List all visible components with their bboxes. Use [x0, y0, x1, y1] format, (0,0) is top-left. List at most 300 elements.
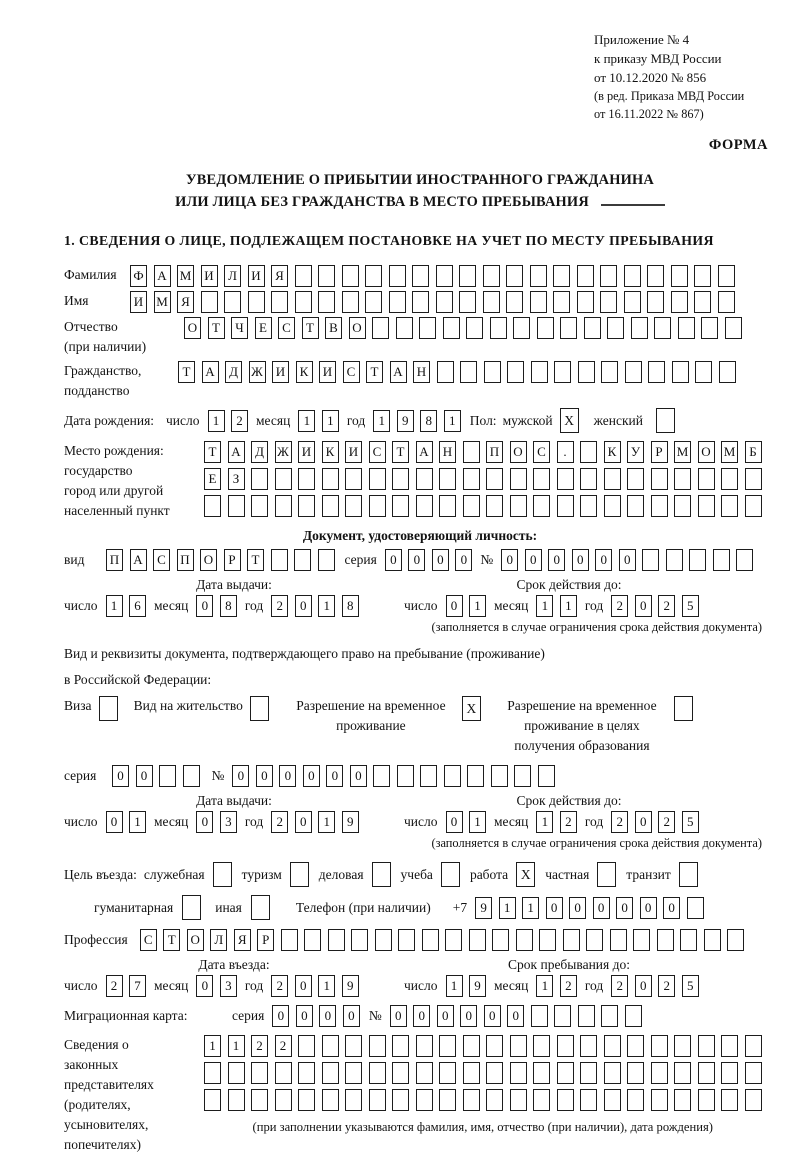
char-cell[interactable] [345, 1062, 362, 1084]
char-cell[interactable]: Т [208, 317, 225, 339]
char-cell[interactable]: Л [210, 929, 227, 951]
char-cell[interactable]: 2 [251, 1035, 268, 1057]
char-cell[interactable] [506, 265, 523, 287]
char-cell[interactable]: Т [247, 549, 264, 571]
char-cell[interactable]: 1 [469, 811, 486, 833]
char-cell[interactable] [580, 1035, 597, 1057]
char-cell[interactable] [516, 929, 533, 951]
char-cell[interactable] [725, 317, 742, 339]
char-cell[interactable]: В [325, 317, 342, 339]
char-cell[interactable] [491, 765, 508, 787]
char-cell[interactable] [228, 1089, 245, 1111]
char-cell[interactable]: 1 [536, 975, 553, 997]
char-cell[interactable] [533, 1089, 550, 1111]
residence-permit-checkbox[interactable] [250, 696, 269, 721]
char-cell[interactable]: И [298, 441, 315, 463]
char-cell[interactable] [647, 265, 664, 287]
char-cell[interactable]: 0 [136, 765, 153, 787]
char-cell[interactable] [469, 929, 486, 951]
char-cell[interactable]: А [202, 361, 219, 383]
char-cell[interactable] [607, 317, 624, 339]
char-cell[interactable] [698, 1035, 715, 1057]
char-cell[interactable] [486, 468, 503, 490]
char-cell[interactable] [486, 1089, 503, 1111]
char-cell[interactable] [342, 291, 359, 313]
char-cell[interactable] [648, 361, 665, 383]
char-cell[interactable] [698, 1089, 715, 1111]
char-cell[interactable] [537, 317, 554, 339]
char-cell[interactable] [318, 549, 335, 571]
purpose-tourism-checkbox[interactable] [290, 862, 309, 887]
male-checkbox[interactable]: X [560, 408, 579, 433]
char-cell[interactable] [345, 1035, 362, 1057]
char-cell[interactable] [557, 495, 574, 517]
char-cell[interactable]: 3 [220, 975, 237, 997]
char-cell[interactable] [745, 1062, 762, 1084]
char-cell[interactable] [322, 1089, 339, 1111]
char-cell[interactable] [298, 495, 315, 517]
char-cell[interactable]: С [278, 317, 295, 339]
char-cell[interactable] [538, 765, 555, 787]
char-cell[interactable] [563, 929, 580, 951]
char-cell[interactable] [345, 1089, 362, 1111]
char-cell[interactable] [736, 549, 753, 571]
char-cell[interactable]: 0 [232, 765, 249, 787]
char-cell[interactable] [228, 1062, 245, 1084]
char-cell[interactable] [530, 265, 547, 287]
char-cell[interactable] [416, 468, 433, 490]
char-cell[interactable] [486, 1035, 503, 1057]
char-cell[interactable]: 1 [298, 410, 315, 432]
char-cell[interactable] [271, 291, 288, 313]
char-cell[interactable] [719, 361, 736, 383]
char-cell[interactable]: 8 [220, 595, 237, 617]
char-cell[interactable]: 0 [272, 1005, 289, 1027]
char-cell[interactable]: 0 [437, 1005, 454, 1027]
char-cell[interactable] [647, 291, 664, 313]
char-cell[interactable] [298, 1035, 315, 1057]
char-cell[interactable]: 2 [560, 811, 577, 833]
char-cell[interactable]: 1 [446, 975, 463, 997]
char-cell[interactable] [412, 265, 429, 287]
char-cell[interactable]: 0 [295, 975, 312, 997]
char-cell[interactable] [492, 929, 509, 951]
char-cell[interactable] [466, 317, 483, 339]
char-cell[interactable] [510, 1035, 527, 1057]
char-cell[interactable]: Е [255, 317, 272, 339]
char-cell[interactable] [654, 317, 671, 339]
purpose-private-checkbox[interactable] [597, 862, 616, 887]
char-cell[interactable]: 2 [106, 975, 123, 997]
char-cell[interactable] [365, 265, 382, 287]
char-cell[interactable]: 1 [373, 410, 390, 432]
char-cell[interactable]: 0 [635, 595, 652, 617]
char-cell[interactable]: 2 [611, 975, 628, 997]
char-cell[interactable]: Р [651, 441, 668, 463]
char-cell[interactable]: 5 [682, 595, 699, 617]
char-cell[interactable] [459, 265, 476, 287]
char-cell[interactable] [412, 291, 429, 313]
char-cell[interactable] [678, 317, 695, 339]
char-cell[interactable]: 0 [572, 549, 589, 571]
char-cell[interactable] [248, 291, 265, 313]
char-cell[interactable] [577, 291, 594, 313]
char-cell[interactable] [557, 468, 574, 490]
char-cell[interactable]: А [390, 361, 407, 383]
char-cell[interactable] [439, 1035, 456, 1057]
char-cell[interactable] [416, 1089, 433, 1111]
char-cell[interactable]: 1 [469, 595, 486, 617]
char-cell[interactable] [560, 317, 577, 339]
char-cell[interactable] [727, 929, 744, 951]
char-cell[interactable]: О [187, 929, 204, 951]
char-cell[interactable] [392, 1062, 409, 1084]
char-cell[interactable]: 1 [536, 595, 553, 617]
char-cell[interactable] [422, 929, 439, 951]
char-cell[interactable] [159, 765, 176, 787]
char-cell[interactable] [580, 1089, 597, 1111]
char-cell[interactable] [444, 765, 461, 787]
char-cell[interactable]: 0 [326, 765, 343, 787]
char-cell[interactable]: О [698, 441, 715, 463]
char-cell[interactable] [671, 265, 688, 287]
char-cell[interactable] [204, 1062, 221, 1084]
char-cell[interactable]: 1 [536, 811, 553, 833]
char-cell[interactable] [539, 929, 556, 951]
char-cell[interactable]: Д [225, 361, 242, 383]
char-cell[interactable] [439, 468, 456, 490]
char-cell[interactable]: 1 [318, 595, 335, 617]
char-cell[interactable] [416, 1035, 433, 1057]
char-cell[interactable] [507, 361, 524, 383]
char-cell[interactable] [721, 495, 738, 517]
purpose-business-checkbox[interactable] [372, 862, 391, 887]
char-cell[interactable] [625, 1005, 642, 1027]
char-cell[interactable] [322, 468, 339, 490]
char-cell[interactable] [745, 1089, 762, 1111]
char-cell[interactable]: 0 [446, 811, 463, 833]
char-cell[interactable] [584, 317, 601, 339]
char-cell[interactable] [513, 317, 530, 339]
char-cell[interactable] [627, 1089, 644, 1111]
char-cell[interactable]: 0 [640, 897, 657, 919]
char-cell[interactable] [251, 495, 268, 517]
char-cell[interactable]: Е [204, 468, 221, 490]
char-cell[interactable]: 2 [271, 975, 288, 997]
char-cell[interactable] [557, 1035, 574, 1057]
char-cell[interactable]: 2 [658, 811, 675, 833]
char-cell[interactable]: 1 [444, 410, 461, 432]
char-cell[interactable] [251, 1062, 268, 1084]
char-cell[interactable] [577, 265, 594, 287]
char-cell[interactable]: 9 [397, 410, 414, 432]
char-cell[interactable]: О [200, 549, 217, 571]
char-cell[interactable] [443, 317, 460, 339]
char-cell[interactable]: 1 [228, 1035, 245, 1057]
char-cell[interactable]: Б [745, 441, 762, 463]
char-cell[interactable]: 0 [546, 897, 563, 919]
char-cell[interactable] [369, 1035, 386, 1057]
char-cell[interactable]: Ф [130, 265, 147, 287]
char-cell[interactable] [275, 1089, 292, 1111]
char-cell[interactable] [439, 1089, 456, 1111]
char-cell[interactable]: И [272, 361, 289, 383]
temp-residence-checkbox[interactable]: X [462, 696, 481, 721]
char-cell[interactable] [322, 1035, 339, 1057]
char-cell[interactable]: 1 [106, 595, 123, 617]
char-cell[interactable]: 1 [322, 410, 339, 432]
char-cell[interactable] [627, 495, 644, 517]
char-cell[interactable]: Ч [231, 317, 248, 339]
char-cell[interactable]: 0 [196, 595, 213, 617]
char-cell[interactable] [295, 265, 312, 287]
char-cell[interactable]: 1 [318, 975, 335, 997]
char-cell[interactable] [251, 468, 268, 490]
char-cell[interactable]: М [674, 441, 691, 463]
char-cell[interactable] [704, 929, 721, 951]
char-cell[interactable] [486, 495, 503, 517]
char-cell[interactable] [510, 1089, 527, 1111]
char-cell[interactable] [416, 495, 433, 517]
char-cell[interactable]: С [369, 441, 386, 463]
char-cell[interactable]: П [106, 549, 123, 571]
char-cell[interactable] [298, 1089, 315, 1111]
char-cell[interactable]: 2 [611, 595, 628, 617]
char-cell[interactable] [674, 468, 691, 490]
char-cell[interactable]: М [154, 291, 171, 313]
char-cell[interactable] [467, 765, 484, 787]
char-cell[interactable]: Д [251, 441, 268, 463]
char-cell[interactable] [510, 495, 527, 517]
char-cell[interactable] [392, 1035, 409, 1057]
char-cell[interactable] [601, 361, 618, 383]
char-cell[interactable]: Р [224, 549, 241, 571]
char-cell[interactable] [694, 291, 711, 313]
char-cell[interactable]: 0 [635, 975, 652, 997]
char-cell[interactable] [486, 1062, 503, 1084]
char-cell[interactable] [201, 291, 218, 313]
char-cell[interactable] [604, 1035, 621, 1057]
purpose-official-checkbox[interactable] [213, 862, 232, 887]
char-cell[interactable]: 2 [231, 410, 248, 432]
char-cell[interactable] [328, 929, 345, 951]
char-cell[interactable]: 0 [413, 1005, 430, 1027]
char-cell[interactable] [745, 1035, 762, 1057]
char-cell[interactable] [627, 468, 644, 490]
char-cell[interactable]: Н [413, 361, 430, 383]
char-cell[interactable] [396, 317, 413, 339]
char-cell[interactable] [701, 317, 718, 339]
char-cell[interactable] [369, 1089, 386, 1111]
char-cell[interactable] [298, 1062, 315, 1084]
char-cell[interactable]: 0 [635, 811, 652, 833]
char-cell[interactable] [318, 265, 335, 287]
char-cell[interactable]: 1 [499, 897, 516, 919]
char-cell[interactable] [398, 929, 415, 951]
char-cell[interactable]: И [201, 265, 218, 287]
char-cell[interactable]: Я [234, 929, 251, 951]
purpose-work-checkbox[interactable]: X [516, 862, 535, 887]
char-cell[interactable] [416, 1062, 433, 1084]
char-cell[interactable] [600, 291, 617, 313]
char-cell[interactable] [713, 549, 730, 571]
char-cell[interactable] [721, 468, 738, 490]
char-cell[interactable] [224, 291, 241, 313]
char-cell[interactable]: 9 [475, 897, 492, 919]
char-cell[interactable] [304, 929, 321, 951]
char-cell[interactable] [694, 265, 711, 287]
char-cell[interactable]: 0 [619, 549, 636, 571]
char-cell[interactable]: 6 [129, 595, 146, 617]
char-cell[interactable] [554, 361, 571, 383]
char-cell[interactable]: 2 [658, 975, 675, 997]
char-cell[interactable]: Р [257, 929, 274, 951]
char-cell[interactable] [580, 441, 597, 463]
char-cell[interactable] [651, 1035, 668, 1057]
char-cell[interactable] [389, 291, 406, 313]
char-cell[interactable] [580, 495, 597, 517]
char-cell[interactable]: Н [439, 441, 456, 463]
char-cell[interactable]: 8 [342, 595, 359, 617]
char-cell[interactable] [373, 765, 390, 787]
char-cell[interactable] [460, 361, 477, 383]
char-cell[interactable]: 2 [271, 811, 288, 833]
char-cell[interactable]: П [486, 441, 503, 463]
char-cell[interactable] [183, 765, 200, 787]
char-cell[interactable] [718, 291, 735, 313]
char-cell[interactable] [510, 1062, 527, 1084]
char-cell[interactable]: С [153, 549, 170, 571]
char-cell[interactable]: 0 [408, 549, 425, 571]
char-cell[interactable]: 0 [446, 595, 463, 617]
char-cell[interactable] [419, 317, 436, 339]
char-cell[interactable] [553, 291, 570, 313]
char-cell[interactable] [463, 1035, 480, 1057]
char-cell[interactable]: Я [177, 291, 194, 313]
char-cell[interactable] [436, 265, 453, 287]
char-cell[interactable]: 9 [469, 975, 486, 997]
char-cell[interactable]: 0 [507, 1005, 524, 1027]
char-cell[interactable] [651, 1062, 668, 1084]
char-cell[interactable]: 0 [390, 1005, 407, 1027]
char-cell[interactable]: И [345, 441, 362, 463]
char-cell[interactable] [228, 495, 245, 517]
char-cell[interactable]: С [533, 441, 550, 463]
char-cell[interactable] [322, 1062, 339, 1084]
char-cell[interactable] [745, 495, 762, 517]
char-cell[interactable]: 5 [682, 975, 699, 997]
char-cell[interactable] [251, 1089, 268, 1111]
char-cell[interactable]: Ж [275, 441, 292, 463]
char-cell[interactable] [463, 441, 480, 463]
char-cell[interactable] [369, 468, 386, 490]
char-cell[interactable]: 9 [342, 811, 359, 833]
char-cell[interactable]: О [510, 441, 527, 463]
char-cell[interactable]: 0 [501, 549, 518, 571]
char-cell[interactable]: О [184, 317, 201, 339]
char-cell[interactable] [672, 361, 689, 383]
char-cell[interactable]: 0 [343, 1005, 360, 1027]
char-cell[interactable] [281, 929, 298, 951]
char-cell[interactable] [698, 468, 715, 490]
char-cell[interactable]: П [177, 549, 194, 571]
char-cell[interactable]: 0 [593, 897, 610, 919]
char-cell[interactable] [680, 929, 697, 951]
char-cell[interactable]: 0 [460, 1005, 477, 1027]
char-cell[interactable] [483, 265, 500, 287]
char-cell[interactable] [345, 468, 362, 490]
char-cell[interactable] [624, 291, 641, 313]
char-cell[interactable]: 0 [432, 549, 449, 571]
char-cell[interactable] [586, 929, 603, 951]
char-cell[interactable] [604, 1089, 621, 1111]
char-cell[interactable]: 0 [295, 595, 312, 617]
char-cell[interactable] [459, 291, 476, 313]
char-cell[interactable]: 0 [319, 1005, 336, 1027]
char-cell[interactable] [578, 1005, 595, 1027]
char-cell[interactable]: 0 [106, 811, 123, 833]
char-cell[interactable] [484, 361, 501, 383]
purpose-transit-checkbox[interactable] [679, 862, 698, 887]
char-cell[interactable] [721, 1062, 738, 1084]
char-cell[interactable] [633, 929, 650, 951]
char-cell[interactable]: 0 [279, 765, 296, 787]
char-cell[interactable] [490, 317, 507, 339]
char-cell[interactable] [506, 291, 523, 313]
char-cell[interactable]: Т [204, 441, 221, 463]
char-cell[interactable]: 0 [296, 1005, 313, 1027]
char-cell[interactable] [604, 468, 621, 490]
char-cell[interactable] [531, 1005, 548, 1027]
char-cell[interactable] [436, 291, 453, 313]
char-cell[interactable] [600, 265, 617, 287]
char-cell[interactable] [671, 291, 688, 313]
char-cell[interactable] [624, 265, 641, 287]
char-cell[interactable]: 2 [271, 595, 288, 617]
char-cell[interactable]: С [140, 929, 157, 951]
char-cell[interactable] [295, 291, 312, 313]
char-cell[interactable] [718, 265, 735, 287]
visa-checkbox[interactable] [99, 696, 118, 721]
char-cell[interactable]: К [296, 361, 313, 383]
char-cell[interactable] [627, 1035, 644, 1057]
char-cell[interactable] [439, 1062, 456, 1084]
char-cell[interactable]: М [721, 441, 738, 463]
char-cell[interactable]: 0 [455, 549, 472, 571]
char-cell[interactable] [531, 361, 548, 383]
char-cell[interactable] [345, 495, 362, 517]
char-cell[interactable]: С [343, 361, 360, 383]
char-cell[interactable] [657, 929, 674, 951]
char-cell[interactable] [601, 1005, 618, 1027]
char-cell[interactable]: 3 [220, 811, 237, 833]
char-cell[interactable] [318, 291, 335, 313]
char-cell[interactable] [745, 468, 762, 490]
char-cell[interactable] [365, 291, 382, 313]
char-cell[interactable] [275, 468, 292, 490]
char-cell[interactable] [695, 361, 712, 383]
char-cell[interactable] [557, 1062, 574, 1084]
female-checkbox[interactable] [656, 408, 675, 433]
char-cell[interactable]: И [248, 265, 265, 287]
char-cell[interactable] [631, 317, 648, 339]
char-cell[interactable]: К [322, 441, 339, 463]
purpose-humanitarian-checkbox[interactable] [182, 895, 201, 920]
char-cell[interactable] [298, 468, 315, 490]
char-cell[interactable] [463, 495, 480, 517]
char-cell[interactable]: 0 [595, 549, 612, 571]
char-cell[interactable] [322, 495, 339, 517]
